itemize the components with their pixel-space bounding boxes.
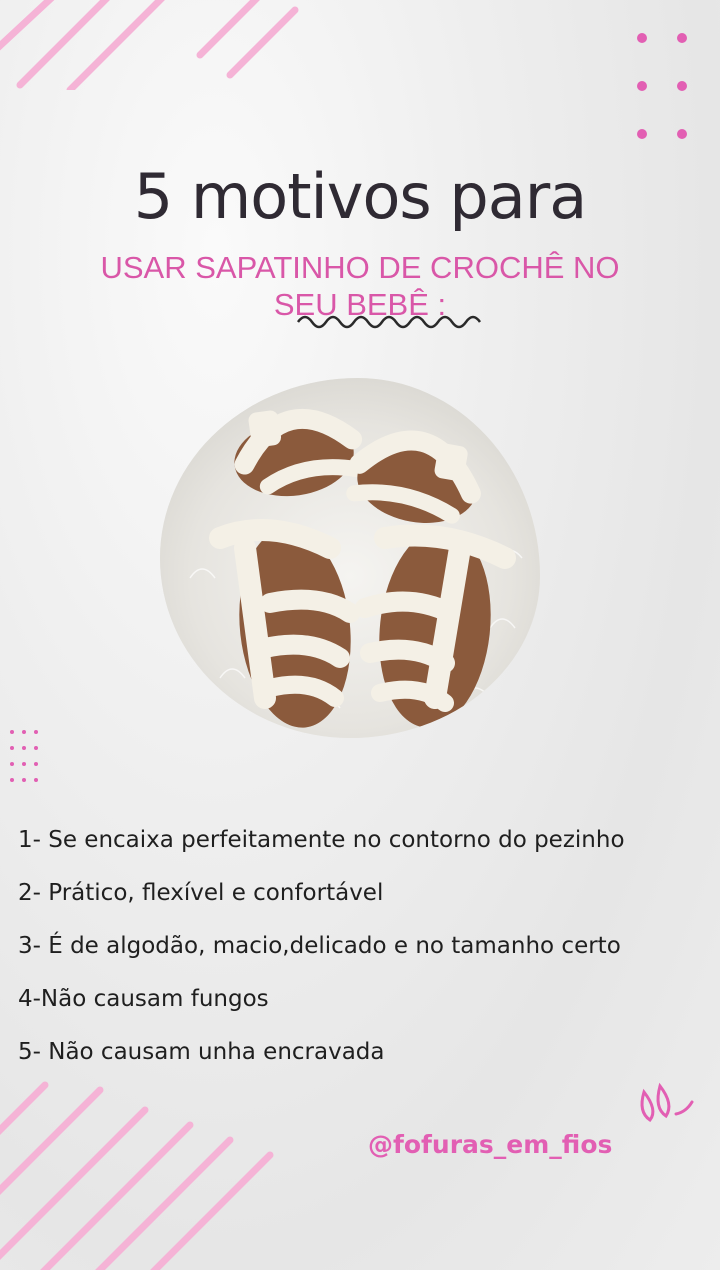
bottom-stripes-decoration [0,1080,290,1270]
reason-item: 5- Não causam unha encravada [18,1039,385,1065]
reasons-list [18,820,625,1085]
sparkle-lines-icon [636,1082,696,1127]
reason-item: 3- É de algodão, macio,delicado e no tamanho certo [18,933,621,959]
instagram-handle: @fofuras_em_fios [368,1130,613,1159]
subtitle-line-2: SEU BEBÊ : [273,287,447,322]
top-right-dots-decoration [630,28,700,148]
reason-item: 1- Se encaixa perfeitamente no contorno do pezinho [18,827,625,853]
reason-item: 4-Não causam fungos [18,986,269,1012]
left-dots-decoration [8,728,40,794]
reason-item: 2- Prático, flexível e confortável [18,880,384,906]
top-stripes-decoration [0,0,300,90]
subtitle-line-1: USAR SAPATINHO DE CROCHÊ NO [100,250,620,285]
squiggle-underline-icon [296,310,491,332]
crochet-sandals-photo [160,378,540,738]
page-title: 5 motivos para [133,160,587,233]
